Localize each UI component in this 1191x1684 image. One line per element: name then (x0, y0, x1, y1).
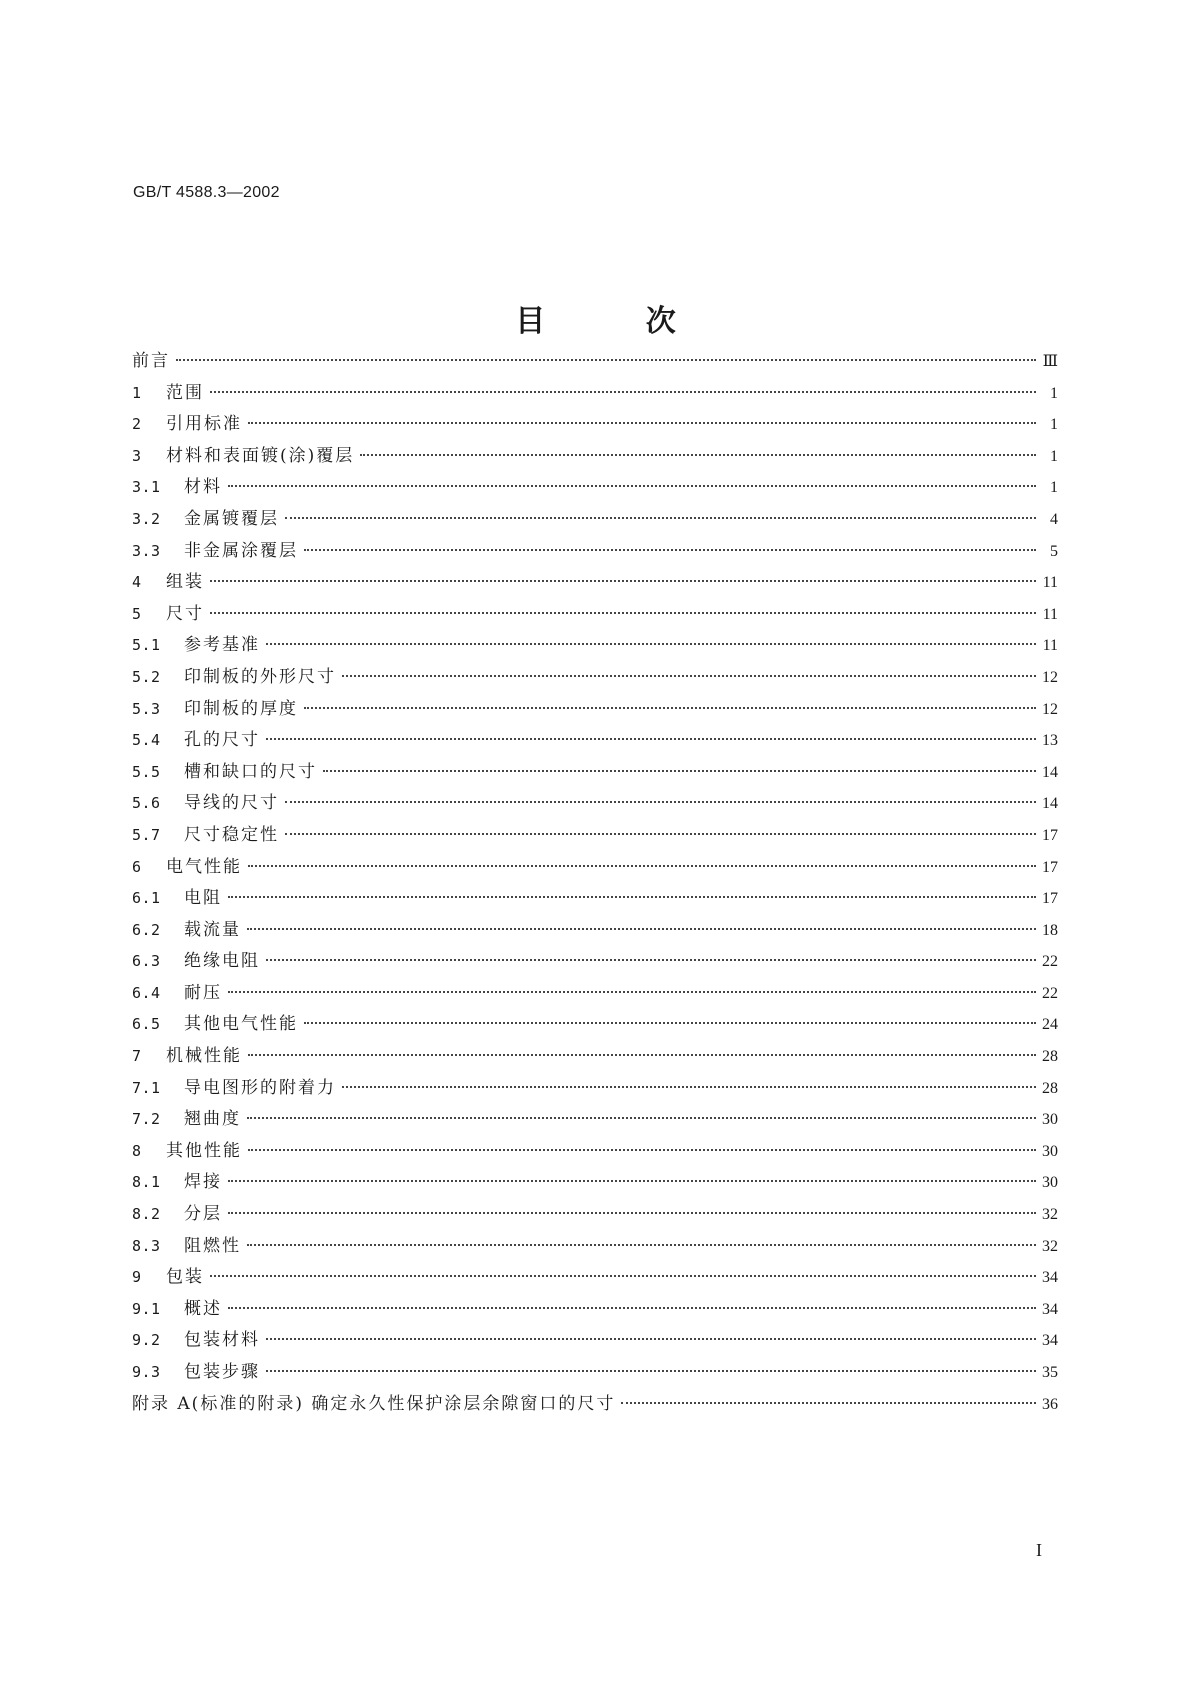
toc-entry-title: 孔的尺寸 (184, 730, 260, 751)
toc-entry-page: 1 (1050, 416, 1058, 434)
toc-entry-title: 其他性能 (166, 1140, 242, 1161)
toc-entry-number: 8.1 (132, 1173, 161, 1192)
toc-entry-title: 焊接 (184, 1172, 222, 1193)
toc-dot-leader (621, 1402, 1036, 1404)
toc-dot-leader (248, 865, 1036, 867)
toc-entry-title: 引用标准 (166, 414, 242, 435)
toc-entry-number: 7.1 (132, 1078, 161, 1097)
toc-entry[interactable] (132, 1073, 1058, 1105)
toc-entry-number: 3.3 (132, 541, 161, 560)
toc-entry-page: 36 (1042, 1395, 1058, 1413)
toc-entry[interactable] (132, 1009, 1058, 1041)
toc-entry-page: 17 (1042, 858, 1058, 876)
toc-entry[interactable] (132, 441, 1058, 473)
toc-dot-leader (285, 801, 1036, 803)
toc-dot-leader (247, 928, 1036, 930)
toc-entry[interactable] (132, 346, 1058, 378)
toc-dot-leader (228, 991, 1036, 993)
toc-entry-number: 6.3 (132, 952, 161, 971)
toc-dot-leader (304, 549, 1036, 551)
toc-entry-number: 5.5 (132, 762, 161, 781)
toc-entry[interactable] (132, 978, 1058, 1010)
toc-title: 目 次 (515, 304, 676, 340)
toc-entry[interactable] (132, 1231, 1058, 1263)
toc-dot-leader (210, 391, 1036, 393)
toc-entry-title: 耐压 (184, 982, 222, 1003)
table-of-contents (132, 346, 1058, 1420)
toc-entry-number: 5.7 (132, 825, 161, 844)
toc-entry-title: 包装材料 (184, 1330, 260, 1351)
page-number: I (1036, 1540, 1042, 1560)
toc-entry-page: 34 (1042, 1300, 1058, 1318)
toc-entry[interactable] (132, 1357, 1058, 1389)
toc-entry-title: 材料 (184, 477, 222, 498)
toc-entry-number: 3.2 (132, 509, 161, 528)
toc-entry-number: 2 (132, 415, 142, 434)
toc-entry-number: 8.2 (132, 1205, 161, 1224)
toc-entry[interactable] (132, 1167, 1058, 1199)
toc-entry[interactable] (132, 757, 1058, 789)
toc-entry-page: 13 (1042, 732, 1058, 750)
toc-entry[interactable] (132, 567, 1058, 599)
toc-dot-leader (228, 1212, 1036, 1214)
toc-entry-title: 印制板的外形尺寸 (184, 666, 336, 687)
toc-dot-leader (266, 1338, 1036, 1340)
toc-entry-page: 32 (1042, 1206, 1058, 1224)
toc-entry-page: 14 (1042, 763, 1058, 781)
toc-dot-leader (266, 1370, 1036, 1372)
toc-dot-leader (247, 1117, 1036, 1119)
toc-dot-leader (285, 517, 1036, 519)
toc-entry-title: 范围 (166, 382, 204, 403)
toc-entry-page: 14 (1042, 795, 1058, 813)
toc-entry-title: 材料和表面镀(涂)覆层 (166, 445, 355, 466)
toc-entry[interactable] (132, 504, 1058, 536)
toc-dot-leader (228, 1307, 1036, 1309)
toc-entry-title: 尺寸 (166, 603, 204, 624)
toc-entry-page: 22 (1042, 984, 1058, 1002)
toc-entry-number: 5.4 (132, 731, 161, 750)
toc-entry-page: 17 (1042, 826, 1058, 844)
toc-entry-number: 9.1 (132, 1299, 161, 1318)
toc-entry-page: 22 (1042, 953, 1058, 971)
toc-entry-number: 4 (132, 573, 142, 592)
toc-entry-page: 30 (1042, 1174, 1058, 1192)
toc-entry-number: 6.4 (132, 983, 161, 1002)
toc-entry-number: 1 (132, 383, 142, 402)
toc-dot-leader (248, 1149, 1036, 1151)
toc-entry[interactable] (132, 820, 1058, 852)
toc-entry-title: 参考基准 (184, 635, 260, 656)
toc-entry[interactable] (132, 1389, 1058, 1421)
toc-entry-page: 11 (1042, 574, 1058, 592)
toc-entry-number: 6.2 (132, 920, 161, 939)
toc-entry[interactable] (132, 852, 1058, 884)
toc-entry[interactable] (132, 662, 1058, 694)
toc-entry[interactable] (132, 946, 1058, 978)
toc-entry-number: 9.3 (132, 1363, 161, 1381)
toc-entry[interactable] (132, 536, 1058, 568)
toc-dot-leader (248, 422, 1036, 424)
toc-dot-leader (228, 896, 1036, 898)
toc-entry-title: 阻燃性 (184, 1235, 241, 1256)
toc-entry-title: 前言 (132, 351, 170, 371)
toc-entry-page: 1 (1050, 447, 1058, 465)
toc-entry-title: 包装 (166, 1267, 204, 1288)
toc-dot-leader (360, 454, 1036, 456)
toc-entry[interactable] (132, 694, 1058, 726)
toc-entry-page: 35 (1042, 1364, 1058, 1381)
toc-entry[interactable] (132, 915, 1058, 947)
toc-entry-number: 5.6 (132, 794, 161, 813)
toc-entry[interactable] (132, 725, 1058, 757)
toc-entry-page: 1 (1050, 384, 1058, 402)
toc-entry-number: 6.1 (132, 889, 161, 908)
toc-entry-number: 8 (132, 1141, 142, 1160)
toc-entry-page: 5 (1050, 542, 1058, 560)
toc-entry[interactable] (132, 1041, 1058, 1073)
toc-entry-number: 9.2 (132, 1331, 161, 1350)
toc-entry-page: 32 (1042, 1237, 1058, 1255)
toc-dot-leader (304, 1022, 1036, 1024)
toc-entry-number: 5 (132, 604, 142, 623)
toc-dot-leader (210, 580, 1036, 582)
toc-entry-title: 分层 (184, 1204, 222, 1225)
toc-dot-leader (266, 959, 1036, 961)
toc-dot-leader (266, 643, 1036, 645)
toc-dot-leader (228, 485, 1036, 487)
toc-entry[interactable] (132, 1325, 1058, 1357)
toc-entry-title: 非金属涂覆层 (184, 540, 298, 561)
toc-entry-number: 5.3 (132, 699, 161, 718)
toc-entry-page: 12 (1042, 668, 1058, 686)
toc-entry-page: 30 (1042, 1142, 1058, 1160)
toc-entry-title: 机械性能 (166, 1046, 242, 1067)
toc-dot-leader (228, 1180, 1036, 1182)
toc-entry-page: 24 (1042, 1016, 1058, 1034)
toc-entry-title: 导线的尺寸 (184, 793, 279, 814)
toc-dot-leader (323, 770, 1036, 772)
toc-entry-number: 6 (132, 857, 142, 876)
toc-entry[interactable] (132, 1199, 1058, 1231)
standard-number: GB/T 4588.3—2002 (133, 184, 280, 201)
toc-entry-title: 翘曲度 (184, 1109, 241, 1130)
toc-dot-leader (247, 1244, 1036, 1246)
toc-entry-page: 30 (1042, 1111, 1058, 1129)
toc-entry[interactable] (132, 599, 1058, 631)
toc-dot-leader (342, 675, 1036, 677)
toc-entry-number: 9 (132, 1268, 142, 1287)
toc-dot-leader (304, 707, 1036, 709)
toc-entry[interactable] (132, 1262, 1058, 1294)
toc-entry-title: 印制板的厚度 (184, 698, 298, 719)
toc-dot-leader (285, 833, 1036, 835)
toc-entry-title: 附录 A(标准的附录) 确定永久性保护涂层余隙窗口的尺寸 (132, 1393, 616, 1414)
toc-entry-number: 7 (132, 1047, 142, 1066)
toc-entry-number: 3.1 (132, 478, 161, 497)
toc-entry-page: 34 (1042, 1332, 1058, 1350)
toc-entry[interactable] (132, 472, 1058, 504)
toc-entry-number: 8.3 (132, 1236, 161, 1255)
toc-entry-title: 组装 (166, 572, 204, 593)
toc-entry-page: 11 (1042, 637, 1058, 655)
toc-entry-number: 7.2 (132, 1110, 161, 1129)
toc-entry[interactable] (132, 883, 1058, 915)
toc-entry-number: 3 (132, 446, 142, 465)
toc-entry-number: 6.5 (132, 1015, 161, 1034)
toc-entry-title: 槽和缺口的尺寸 (184, 761, 317, 782)
toc-entry[interactable] (132, 1294, 1058, 1326)
toc-entry-page: 1 (1050, 479, 1058, 497)
toc-entry-page: 34 (1042, 1269, 1058, 1287)
toc-entry-title: 导电图形的附着力 (184, 1077, 336, 1098)
toc-entry-page: 11 (1042, 605, 1058, 623)
toc-entry-page: Ⅲ (1042, 353, 1058, 370)
toc-entry[interactable] (132, 378, 1058, 410)
toc-entry-page: 28 (1042, 1048, 1058, 1066)
toc-entry-page: 28 (1042, 1079, 1058, 1097)
toc-entry[interactable] (132, 409, 1058, 441)
toc-entry-title: 电气性能 (166, 856, 242, 877)
toc-entry-number: 5.1 (132, 636, 161, 655)
toc-dot-leader (248, 1054, 1036, 1056)
toc-entry-title: 绝缘电阻 (184, 951, 260, 972)
toc-entry-title: 其他电气性能 (184, 1014, 298, 1035)
toc-entry-title: 金属镀覆层 (184, 508, 279, 529)
toc-entry[interactable] (132, 630, 1058, 662)
toc-entry-title: 概述 (184, 1298, 222, 1319)
toc-entry-title: 包装步骤 (184, 1362, 260, 1382)
toc-entry-page: 4 (1050, 510, 1058, 528)
toc-dot-leader (176, 359, 1036, 361)
toc-dot-leader (342, 1086, 1036, 1088)
toc-dot-leader (266, 738, 1036, 740)
toc-entry-title: 尺寸稳定性 (184, 824, 279, 845)
toc-entry-page: 18 (1042, 921, 1058, 939)
toc-entry[interactable] (132, 1136, 1058, 1168)
toc-entry[interactable] (132, 788, 1058, 820)
toc-entry[interactable] (132, 1104, 1058, 1136)
toc-dot-leader (210, 612, 1036, 614)
toc-entry-page: 17 (1042, 890, 1058, 908)
toc-dot-leader (210, 1275, 1036, 1277)
toc-entry-title: 载流量 (184, 919, 241, 940)
toc-entry-number: 5.2 (132, 667, 161, 686)
toc-entry-page: 12 (1042, 700, 1058, 718)
toc-entry-title: 电阻 (184, 888, 222, 909)
